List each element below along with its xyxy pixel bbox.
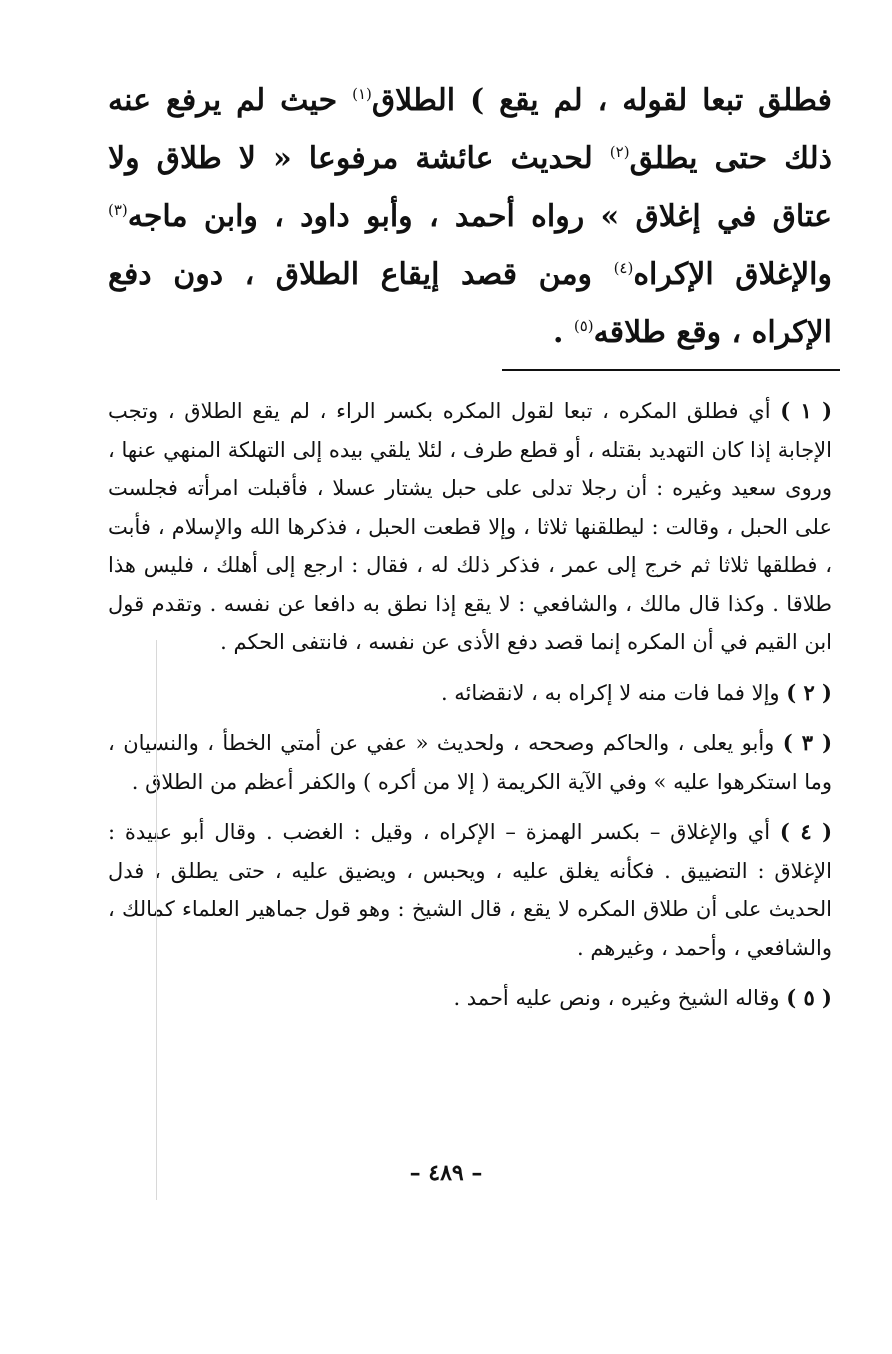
main-text-block (108, 72, 832, 362)
scan-fold-line (156, 640, 157, 1200)
footnote-4 (108, 813, 832, 967)
footnote-number: ( ٥ ) (786, 985, 832, 1010)
main-text-segment-4: والإغلاق الإكراه (633, 257, 832, 292)
footnote-number: ( ١ ) (780, 398, 832, 423)
footnote-text: أي والإغلاق – بكسر الهمزة – الإكراه ، وقيل : الغضب . وقال أبو عبيدة : الإغلاق : التضييق . فكأنه يغلق عليه ، ويحبس ، ويضيق عليه ، حتى يطلق ، فدل الحديث على أن طلاق المكره لا يقع ، قال الشيخ : وهو قول جماهير العلماء كمالك ، والشافعي ، وأحمد ، وغيرهم . (108, 820, 832, 960)
footnote-2 (108, 674, 832, 713)
footnote-text: وأبو يعلى ، والحاكم وصححه ، ولحديث « عفي عن أمتي الخطأ ، والنسيان ، وما استكرهوا عليه » وفي الآية الكريمة ( إلا من أكره ) والكفر أعظم من الطلاق . (108, 731, 832, 794)
footnotes-section (108, 392, 832, 1030)
footnote-text: أي فطلق المكره ، تبعا لقول المكره بكسر الراء ، لم يقع الطلاق ، وتجب الإجابة إذا كان التهديد بقتله ، أو قطع طرف ، لئلا يلقي بيده إلى التهلكة المنهي عنها ، وروى سعيد وغيره : أن رجلا تدلى على حبل يشتار عسلا ، فأقبلت امرأته فجلست على الحبل ، وقالت : ليطلقنها ثلاثا ، وإلا قطعت الحبل ، فذكرها الله والإسلام ، فأبت ، فطلقها ثلاثا ثم خرج إلى عمر ، فذكر ذلك له ، فقال : ارجع إلى أهلك ، فليس هذا طلاقا . وكذا قال مالك ، والشافعي : لا يقع إذا نطق به دافعا عن نفسه . وتقدم قول ابن القيم في أن المكره إنما قصد دفع الأذى عن نفسه ، فانتفى الحكم . (108, 399, 832, 654)
main-text-segment-1: فطلق تبعا لقوله ، لم يقع ) الطلاق (371, 83, 832, 118)
footnote-number: ( ٣ ) (782, 730, 833, 755)
footnote-divider (502, 369, 840, 371)
main-text-segment-5: ومن قصد إيقاع الطلاق ، دون دفع الإكراه ، وقع طلاقه (108, 257, 832, 350)
footnote-ref-2: (٢) (609, 143, 630, 161)
footnote-number: ( ٢ ) (786, 679, 832, 705)
main-paragraph (108, 72, 832, 362)
footnote-1 (108, 392, 832, 662)
footnote-3 (108, 724, 832, 801)
main-text-segment-6: . (552, 315, 574, 350)
footnote-text: وقاله الشيخ وغيره ، ونص عليه أحمد . (453, 986, 787, 1010)
footnote-number: ( ٤ ) (779, 819, 833, 844)
footnote-ref-5: (٥) (573, 317, 594, 335)
page-number: – ٤٨٩ – (409, 1160, 483, 1186)
footnote-5 (108, 979, 832, 1018)
main-text-segment-3: لحديث عائشة مرفوعا « لا طلاق ولا عتاق في إغلاق » رواه أحمد ، وأبو داود ، وابن ماجه (108, 141, 832, 234)
footnote-text: وإلا فما فات منه لا إكراه به ، لانقضائه . (440, 680, 787, 705)
footnote-ref-4: (٤) (613, 259, 634, 277)
main-text-segment-2: حيث لم يرفع عنه ذلك حتى يطلق (108, 83, 833, 176)
footnote-ref-1: (١) (352, 85, 372, 103)
footnote-ref-3: (٣) (108, 201, 128, 219)
